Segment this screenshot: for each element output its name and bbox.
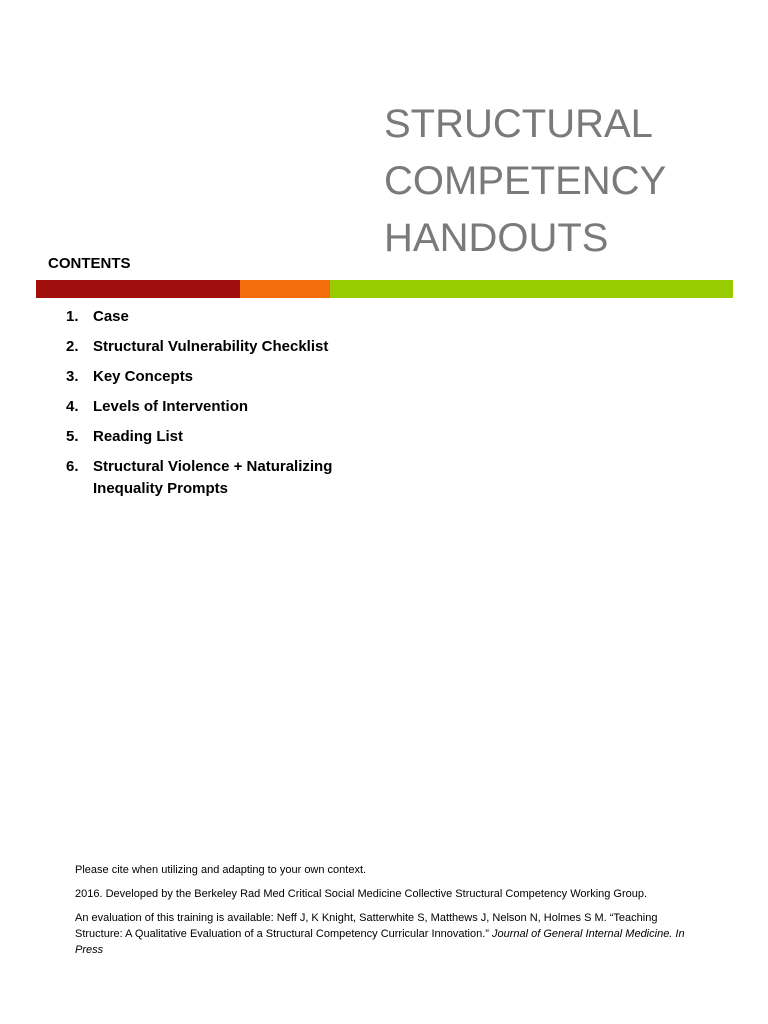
toc-item-label: Case bbox=[93, 308, 129, 325]
toc-item-number: 1. bbox=[66, 308, 79, 325]
evaluation-reference bbox=[75, 910, 695, 958]
toc-item-label: Structural Vulnerability Checklist bbox=[93, 338, 329, 355]
document-title bbox=[384, 96, 744, 267]
journal-name: Journal of General Internal Medicine. In Press bbox=[75, 928, 685, 956]
title-line-1: STRUCTURAL bbox=[384, 102, 653, 146]
table-of-contents bbox=[66, 306, 363, 508]
bar-segment-red bbox=[36, 280, 240, 298]
evaluation-citation-text: An evaluation of this training is available: Neff J, K Knight, Satterwhite S, Matthews J, Nelson N, Holmes S M. “Teaching Structure: A Qualitative Evaluation of a Structural Competency Curricular Innovation.” bbox=[75, 912, 658, 940]
contents-heading: CONTENTS bbox=[48, 255, 131, 272]
toc-item-structural-violence-prompts bbox=[66, 456, 363, 500]
color-divider-bar bbox=[36, 280, 733, 298]
toc-item-reading-list bbox=[66, 426, 363, 448]
cite-notice: Please cite when utilizing and adapting to your own context. bbox=[75, 864, 367, 876]
bar-segment-orange bbox=[240, 280, 330, 298]
title-line-2: COMPETENCY bbox=[384, 159, 667, 203]
toc-item-number: 4. bbox=[66, 398, 79, 415]
toc-item-case bbox=[66, 306, 363, 328]
toc-item-number: 3. bbox=[66, 368, 79, 385]
toc-item-key-concepts bbox=[66, 366, 363, 388]
citation-footer bbox=[75, 862, 695, 966]
toc-item-number: 6. bbox=[66, 458, 79, 475]
bar-segment-green bbox=[330, 280, 733, 298]
toc-item-label: Levels of Intervention bbox=[93, 398, 249, 415]
toc-item-label: Reading List bbox=[93, 428, 184, 445]
toc-item-structural-vulnerability-checklist bbox=[66, 336, 363, 358]
developed-by-note: 2016. Developed by the Berkeley Rad Med Critical Social Medicine Collective Structural Competency Working Group. bbox=[75, 888, 648, 900]
toc-item-levels-of-intervention bbox=[66, 396, 363, 418]
toc-item-number: 5. bbox=[66, 428, 79, 445]
toc-item-number: 2. bbox=[66, 338, 79, 355]
toc-item-label: Structural Violence + Naturalizing Inequality Prompts bbox=[93, 458, 333, 497]
title-line-3: HANDOUTS bbox=[384, 216, 609, 260]
toc-item-label: Key Concepts bbox=[93, 368, 194, 385]
